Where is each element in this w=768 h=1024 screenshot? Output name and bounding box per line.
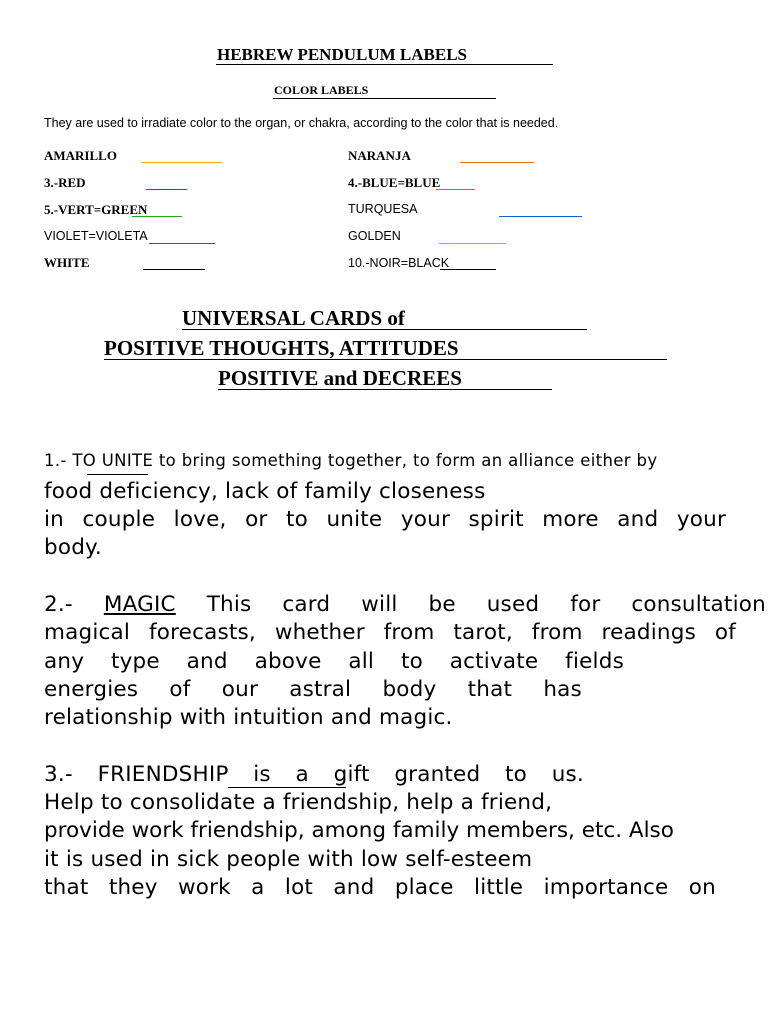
word: lot xyxy=(284,875,314,900)
item1-line-b: food deficiency, lack of family closeness xyxy=(44,479,486,504)
label-green: 5.-VERT=GREEN xyxy=(44,202,148,217)
word: our xyxy=(221,677,258,702)
word: a xyxy=(295,762,309,787)
label-violet-line xyxy=(149,243,215,244)
universal-cards-line1-underline xyxy=(182,329,587,330)
label-black-line xyxy=(440,269,496,270)
label-red-line xyxy=(146,189,187,190)
color-labels-underline xyxy=(273,98,496,99)
item2-keyword: MAGIC xyxy=(103,592,176,617)
word: card xyxy=(282,592,331,617)
universal-cards-line2-underline xyxy=(104,359,667,360)
item1-keyword: TO UNITE xyxy=(72,451,154,470)
universal-cards-line3-underline xyxy=(218,389,552,390)
word: tarot, xyxy=(453,620,513,645)
item1-number: 1.- xyxy=(44,451,73,470)
label-violet: VIOLET=VIOLETA xyxy=(44,229,148,243)
word: of xyxy=(169,677,191,702)
word: to xyxy=(400,649,423,674)
word: love, xyxy=(173,507,227,532)
label-amarillo-line xyxy=(142,162,222,163)
word: This xyxy=(206,592,252,617)
word: work xyxy=(177,875,231,900)
word: energies xyxy=(44,677,139,702)
word: and xyxy=(617,507,659,532)
label-golden: GOLDEN xyxy=(348,229,401,243)
item3-line-c: provide work friendship, among family members, etc. Also xyxy=(44,818,674,843)
word: that xyxy=(467,677,513,702)
word: whether xyxy=(274,620,365,645)
color-labels-intro: They are used to irradiate color to the organ, or chakra, according to the color that is needed. xyxy=(44,116,559,130)
word: couple xyxy=(82,507,156,532)
word: spirit xyxy=(468,507,524,532)
word: any xyxy=(44,649,85,674)
word: on xyxy=(688,875,716,900)
word: magical xyxy=(44,620,131,645)
word: be xyxy=(428,592,456,617)
universal-cards-line1: UNIVERSAL CARDS of xyxy=(182,306,405,330)
item3-line-d: it is used in sick people with low self-esteem xyxy=(44,847,533,872)
word: from xyxy=(531,620,583,645)
word: your xyxy=(676,507,726,532)
universal-cards-line2: POSITIVE THOUGHTS, ATTITUDES xyxy=(104,336,459,360)
item2-line-d xyxy=(44,677,582,702)
item2-line-b xyxy=(44,620,736,645)
word: or xyxy=(245,507,268,532)
word: importance xyxy=(543,875,669,900)
label-blue: 4.-BLUE=BLUE xyxy=(348,175,441,190)
word: for xyxy=(570,592,601,617)
word: and xyxy=(333,875,375,900)
word: your xyxy=(400,507,451,532)
word: activate xyxy=(449,649,539,674)
label-amarillo: AMARILLO xyxy=(44,148,117,163)
word: consultation xyxy=(631,592,766,617)
label-naranja: NARANJA xyxy=(348,148,411,163)
word: used xyxy=(486,592,540,617)
item3-line-e xyxy=(44,875,716,900)
item2-line-e: relationship with intuition and magic. xyxy=(44,705,453,730)
word: readings xyxy=(601,620,696,645)
word: body xyxy=(382,677,437,702)
word: above xyxy=(254,649,322,674)
word: forecasts, xyxy=(148,620,256,645)
word: fields xyxy=(565,649,624,674)
item1-line-a-text: to bring something together, to form an alliance either by xyxy=(153,451,658,470)
label-red: 3.-RED xyxy=(44,175,86,190)
label-turquesa-line xyxy=(499,216,582,217)
item3-number: 3.- xyxy=(44,762,73,787)
label-blue-line xyxy=(436,189,475,190)
word: granted xyxy=(394,762,481,787)
word: us. xyxy=(551,762,584,787)
word: they xyxy=(108,875,158,900)
color-labels-heading: COLOR LABELS xyxy=(274,83,369,97)
word: is xyxy=(253,762,271,787)
item1-line-d: body. xyxy=(44,535,102,560)
item3-keyword-underline xyxy=(228,787,346,788)
item2-number: 2.- xyxy=(44,592,73,617)
label-white: WHITE xyxy=(44,255,90,270)
word: that xyxy=(44,875,89,900)
label-black: 10.-NOIR=BLACK xyxy=(348,256,450,270)
item2-line-c xyxy=(44,649,624,674)
word: little xyxy=(474,875,524,900)
word: will xyxy=(361,592,398,617)
universal-cards-line3: POSITIVE and DECREES xyxy=(218,366,462,390)
word: from xyxy=(383,620,435,645)
word: type xyxy=(110,649,160,674)
item1-line-c xyxy=(44,507,726,532)
word: place xyxy=(394,875,454,900)
word: unite xyxy=(326,507,383,532)
label-green-line xyxy=(132,216,182,217)
word: astral xyxy=(289,677,352,702)
label-golden-line xyxy=(439,243,506,244)
word: has xyxy=(543,677,582,702)
word: gift xyxy=(333,762,370,787)
word: all xyxy=(348,649,375,674)
item1-line-a xyxy=(44,451,657,470)
item3-keyword: FRIENDSHIP xyxy=(97,762,229,787)
word: to xyxy=(505,762,527,787)
word: of xyxy=(714,620,736,645)
item3-line-a xyxy=(44,762,584,787)
label-turquesa: TURQUESA xyxy=(348,202,418,216)
label-white-line xyxy=(143,269,205,270)
word: more xyxy=(542,507,599,532)
label-naranja-line xyxy=(460,162,534,163)
word: to xyxy=(285,507,308,532)
word: in xyxy=(44,507,64,532)
item3-line-b: Help to consolidate a friendship, help a friend, xyxy=(44,790,553,815)
document-title: HEBREW PENDULUM LABELS xyxy=(217,45,468,64)
title-underline xyxy=(216,64,553,65)
item1-keyword-underline xyxy=(87,474,148,475)
word: and xyxy=(186,649,228,674)
item2-line-a xyxy=(44,592,766,617)
word: a xyxy=(251,875,265,900)
